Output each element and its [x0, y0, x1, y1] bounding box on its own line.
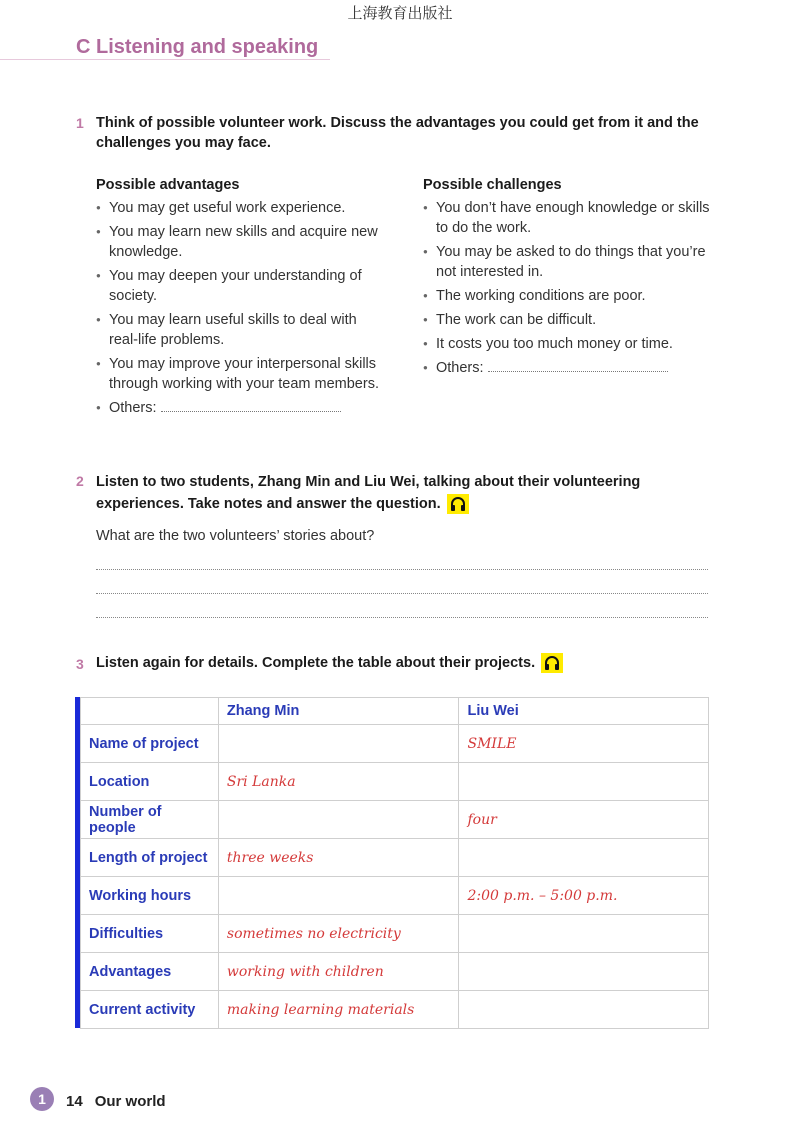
challenges-column	[423, 177, 723, 382]
row-label: Location	[81, 763, 219, 801]
advantages-list	[96, 198, 386, 418]
question-3-text: Listen again for details. Complete the table about their projects.	[96, 655, 536, 671]
challenges-others-label: Others:	[436, 360, 484, 376]
zhang-min-cell[interactable]: Sri Lanka	[218, 763, 459, 801]
challenge-item: ● You may be asked to do things that you’re not interested in.	[423, 242, 723, 282]
question-2-number: 2	[76, 473, 84, 489]
challenges-others-item	[423, 358, 723, 378]
liu-wei-cell[interactable]	[459, 763, 709, 801]
row-label: Advantages	[81, 953, 219, 991]
challenges-others-blank[interactable]	[488, 359, 668, 372]
headphone-icon[interactable]	[447, 494, 469, 514]
page-footer	[66, 1093, 166, 1110]
advantages-others-item	[96, 398, 386, 418]
liu-wei-cell[interactable]: SMILE	[459, 725, 709, 763]
liu-wei-cell[interactable]	[459, 839, 709, 877]
table-header-liu-wei: Liu Wei	[459, 698, 709, 725]
question-3-text-block	[96, 652, 716, 674]
answer-line-1[interactable]	[96, 569, 708, 570]
question-1-number: 1	[76, 115, 84, 131]
table-header-row	[81, 698, 709, 725]
advantage-item: ● You may deepen your understanding of society.	[96, 266, 386, 306]
title-divider	[0, 59, 330, 60]
zhang-min-cell[interactable]: sometimes no electricity	[218, 915, 459, 953]
answer-line-3[interactable]	[96, 617, 708, 618]
project-table	[80, 697, 709, 1029]
answer-line-2[interactable]	[96, 593, 708, 594]
zhang-min-cell[interactable]	[218, 801, 459, 839]
table-header-cell	[81, 698, 219, 725]
advantages-others-blank[interactable]	[161, 399, 341, 412]
advantage-item: ● You may get useful work experience.	[96, 198, 386, 218]
liu-wei-cell[interactable]: 2:00 p.m. – 5:00 p.m.	[459, 877, 709, 915]
advantages-heading: Possible advantages	[96, 177, 240, 193]
page-number: 14	[66, 1093, 83, 1110]
challenge-item: ● It costs you too much money or time.	[423, 334, 723, 354]
table-row	[81, 953, 709, 991]
table-row	[81, 915, 709, 953]
unit-badge: 1	[30, 1087, 54, 1111]
publisher-name: 上海教育出版社	[347, 4, 453, 22]
liu-wei-cell[interactable]	[459, 915, 709, 953]
table-header-zhang-min: Zhang Min	[218, 698, 459, 725]
section-title: C Listening and speaking	[76, 36, 319, 58]
challenge-item: ● The work can be difficult.	[423, 310, 723, 330]
liu-wei-cell[interactable]: four	[459, 801, 709, 839]
advantages-column	[96, 177, 386, 422]
zhang-min-cell[interactable]: three weeks	[218, 839, 459, 877]
table-row	[81, 839, 709, 877]
question-2-prompt: What are the two volunteers’ stories about?	[96, 528, 375, 544]
zhang-min-cell[interactable]: making learning materials	[218, 991, 459, 1029]
table-row	[81, 763, 709, 801]
table-row	[81, 725, 709, 763]
row-label: Number of people	[81, 801, 219, 839]
row-label: Current activity	[81, 991, 219, 1029]
advantage-item: ● You may improve your interpersonal skills through working with your team members.	[96, 354, 386, 394]
challenges-heading: Possible challenges	[423, 177, 562, 193]
table-row	[81, 877, 709, 915]
unit-title: Our world	[94, 1093, 166, 1110]
question-3-number: 3	[76, 656, 84, 672]
row-label: Name of project	[81, 725, 219, 763]
row-label: Working hours	[81, 877, 219, 915]
advantage-item: ● You may learn useful skills to deal with real-life problems.	[96, 310, 386, 350]
row-label: Length of project	[81, 839, 219, 877]
zhang-min-cell[interactable]: working with children	[218, 953, 459, 991]
question-1-text: Think of possible volunteer work. Discuss the advantages you could get from it and the challenges you may face.	[96, 115, 699, 151]
zhang-min-cell[interactable]	[218, 877, 459, 915]
question-2-text: Listen to two students, Zhang Min and Liu Wei, talking about their volunteering experiences. Take notes and answer the question.	[96, 474, 641, 512]
liu-wei-cell[interactable]	[459, 953, 709, 991]
headphone-icon[interactable]	[541, 653, 563, 673]
row-label: Difficulties	[81, 915, 219, 953]
table-row	[81, 801, 709, 839]
challenge-item: ● You don’t have enough knowledge or skills to do the work.	[423, 198, 723, 238]
challenges-list	[423, 198, 723, 378]
advantages-others-label: Others:	[109, 400, 157, 416]
challenge-item: ● The working conditions are poor.	[423, 286, 723, 306]
zhang-min-cell[interactable]	[218, 725, 459, 763]
advantage-item: ● You may learn new skills and acquire new knowledge.	[96, 222, 386, 262]
table-row	[81, 991, 709, 1029]
question-2-text-block	[96, 471, 716, 515]
liu-wei-cell[interactable]	[459, 991, 709, 1029]
